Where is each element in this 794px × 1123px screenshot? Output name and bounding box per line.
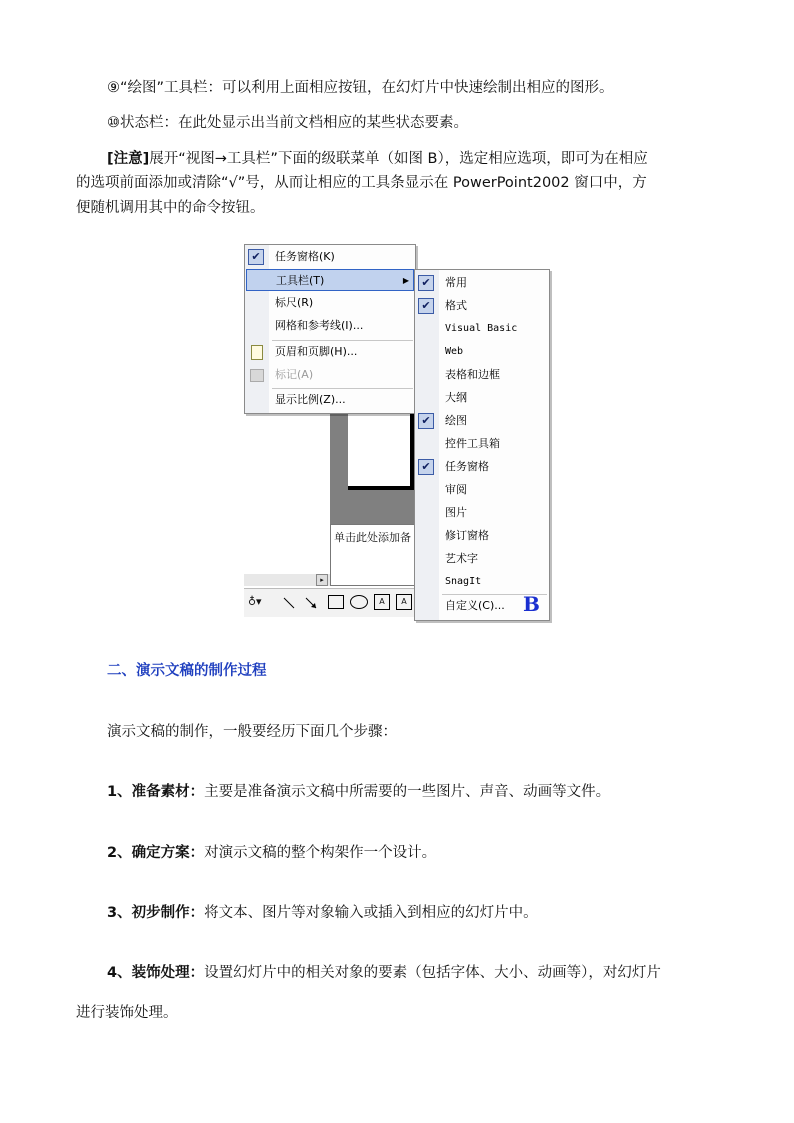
step-2: [107, 843, 436, 863]
check-icon: ✔: [418, 298, 434, 314]
toolbar-item-drawing[interactable]: ✔ 绘图: [415, 410, 549, 432]
scroll-right-icon[interactable]: ▸: [316, 574, 328, 586]
textbox-icon[interactable]: A: [374, 594, 390, 610]
step-4-continuation: 进行装饰处理。: [76, 1005, 178, 1021]
step-text: 对演示文稿的整个构架作一个设计。: [204, 845, 437, 861]
line-icon[interactable]: [282, 595, 296, 609]
step-label: 4、装饰处理：: [107, 965, 205, 981]
menu-item-zoom[interactable]: 显示比例(Z)...: [275, 393, 346, 406]
oval-icon[interactable]: [350, 595, 368, 609]
paragraph-status-bar: ⑩状态栏：在此处显示出当前文档相应的某些状态要素。: [107, 115, 468, 131]
vertical-textbox-icon[interactable]: A: [396, 594, 412, 610]
section-heading: 二、演示文稿的制作过程: [107, 663, 267, 679]
check-icon: ✔: [418, 413, 434, 429]
toolbar-item-tables-borders[interactable]: 表格和边框: [445, 368, 500, 381]
note-label: [注意]: [107, 151, 150, 167]
check-icon: ✔: [418, 459, 434, 475]
toolbar-item-visual-basic[interactable]: Visual Basic: [445, 323, 518, 334]
drawing-toolbar: [244, 588, 416, 617]
notes-pane[interactable]: 单击此处添加备: [330, 524, 416, 586]
menu-item-grid-guides[interactable]: 网格和参考线(I)...: [275, 319, 364, 332]
step-text: 主要是准备演示文稿中所需要的一些图片、声音、动画等文件。: [204, 784, 611, 800]
toolbar-item-snagit[interactable]: SnagIt: [445, 576, 482, 587]
toolbar-item-control-toolbox[interactable]: 控件工具箱: [445, 437, 500, 450]
menu-item-toolbars[interactable]: 工具栏(T) ▶: [246, 269, 414, 291]
toolbars-submenu: [414, 269, 550, 621]
markup-icon: [250, 369, 264, 382]
step-label: 3、初步制作：: [107, 905, 205, 921]
section-intro: 演示文稿的制作，一般要经历下面几个步骤：: [107, 724, 397, 740]
step-label: 2、确定方案：: [107, 845, 205, 861]
header-footer-icon: [251, 345, 263, 360]
menu-item-task-pane[interactable]: ✔ 任务窗格(K): [245, 246, 415, 268]
arrow-icon[interactable]: [304, 595, 318, 609]
submenu-arrow-icon: ▶: [402, 276, 409, 285]
view-menu: [244, 244, 416, 414]
toolbar-item-formatting[interactable]: ✔ 格式: [415, 295, 549, 317]
rectangle-icon[interactable]: [328, 595, 344, 609]
step-1: [107, 782, 610, 802]
step-text: 设置幻灯片中的相关对象的要素（包括字体、大小、动画等），对幻灯片: [204, 965, 661, 981]
toolbar-item-standard[interactable]: ✔ 常用: [415, 272, 549, 294]
note-line-2: 的选项前面添加或清除“√”号，从而让相应的工具条显示在 PowerPoint2002 窗口中，方: [76, 175, 647, 191]
toolbar-item-outline[interactable]: 大纲: [445, 391, 467, 404]
figure-label: B: [523, 592, 540, 616]
toolbar-item-revisions-pane[interactable]: 修订窗格: [445, 529, 489, 542]
step-text: 将文本、图片等对象输入或插入到相应的幻灯片中。: [204, 905, 538, 921]
toolbar-item-web[interactable]: Web: [445, 346, 464, 357]
menu-item-ruler[interactable]: 标尺(R): [275, 296, 314, 309]
step-label: 1、准备素材：: [107, 784, 205, 800]
toolbar-item-wordart[interactable]: 艺术字: [445, 552, 478, 565]
menu-item-markup[interactable]: 标记(A): [245, 364, 415, 386]
menu-item-header-footer[interactable]: 页眉和页脚(H)...: [245, 341, 415, 363]
note-line-1: [107, 149, 648, 169]
autoshapes-icon[interactable]: ♁▾: [248, 595, 262, 608]
note-line-3: 便随机调用其中的命令按钮。: [76, 200, 265, 216]
note-text-1: 展开“视图→工具栏”下面的级联菜单（如图 B），选定相应选项，即可为在相应: [149, 151, 648, 167]
step-3: [107, 903, 538, 923]
step-4: [107, 963, 661, 983]
check-icon: ✔: [248, 249, 264, 265]
toolbar-item-customize[interactable]: 自定义(C)...: [445, 599, 505, 612]
paragraph-drawing-toolbar: ⑨“绘图”工具栏：可以利用上面相应按钮，在幻灯片中快速绘制出相应的图形。: [107, 80, 614, 96]
toolbar-item-reviewing[interactable]: 审阅: [445, 483, 467, 496]
toolbar-item-picture[interactable]: 图片: [445, 506, 467, 519]
toolbar-item-task-pane[interactable]: ✔ 任务窗格: [415, 456, 549, 478]
check-icon: ✔: [418, 275, 434, 291]
scrollbar[interactable]: [244, 574, 330, 586]
figure-toolbar-menu: [244, 244, 550, 622]
